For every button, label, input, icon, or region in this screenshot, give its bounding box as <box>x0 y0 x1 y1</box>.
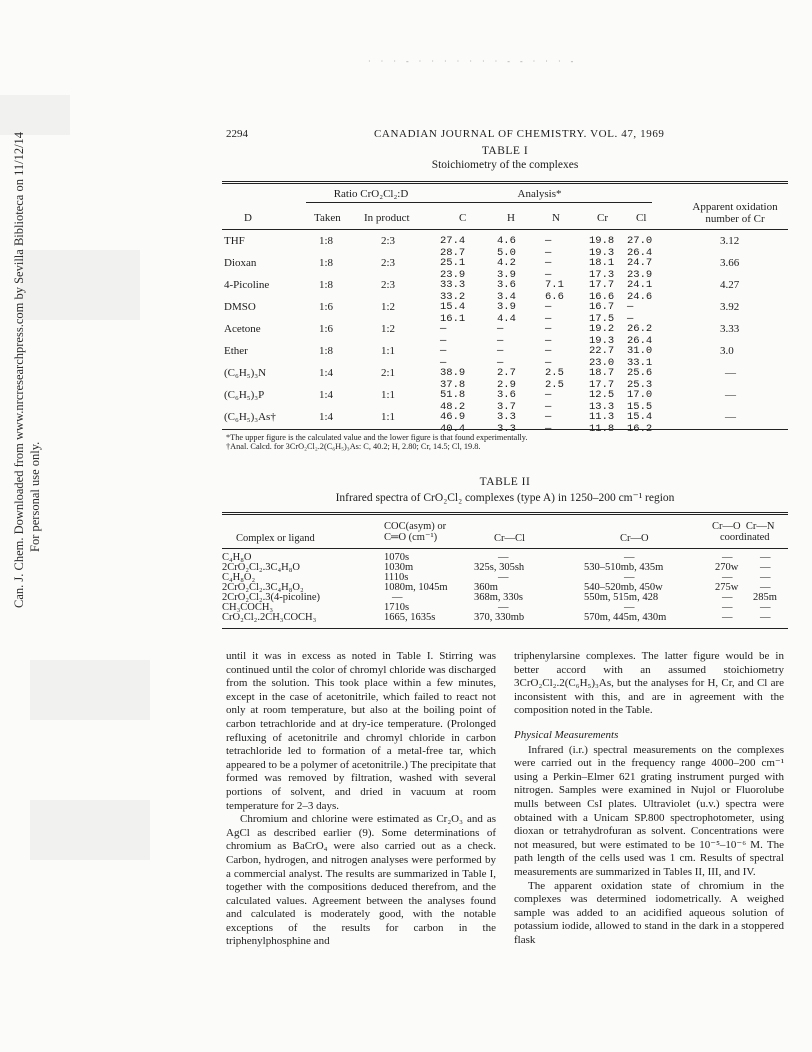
table1-cell-c-calc: 25.1 <box>440 257 466 269</box>
table1-cell-d: Dioxan <box>224 257 257 269</box>
table2-cell-crcl: 360m <box>474 582 498 593</box>
table1-cell-cl-calc: 25.6 <box>627 367 653 379</box>
table1-top-rule <box>222 181 788 184</box>
table2-body <box>222 553 788 625</box>
table1-cell-c-calc: — <box>440 345 447 357</box>
body-paragraph: The apparent oxidation state of chromium in the complexes was determined iodometrically. A weighed sample was added to an acidified aqueous solution of potassium iodide, allowed to stand in the dark in a stoppered flask <box>514 879 784 946</box>
table1-cell-c-calc: 27.4 <box>440 235 466 247</box>
table1-cell-n-calc: — <box>545 389 552 401</box>
table2-col-coc-line2: C═O (cm⁻¹) <box>384 532 438 543</box>
table2-cell-cro: — <box>624 552 635 563</box>
section-heading: Physical Measurements <box>514 728 619 741</box>
table1-cell-c-found: 16.1 <box>440 313 466 325</box>
watermark-line-1: Can. J. Chem. Downloaded from www.nrcresearchpress.com by Sevilla Biblioteca on 11/12/14 <box>12 131 26 608</box>
table1-cell-cl-found: 26.4 <box>627 247 653 259</box>
scan-smudge <box>0 95 70 135</box>
table1-cell-n-found: 2.5 <box>545 379 564 391</box>
table1-body <box>222 235 788 435</box>
table1-cell-cr-found: 17.3 <box>589 269 615 281</box>
body-paragraph: triphenylarsine complexes. The latter figure would be in better accord with an assumed stoichiometry 3CrO₂Cl₂.2(C₆H₅)₃As, but the analyses for H, Cr, and Cl are inconsistent with this, and are in agreement with the composition noted in the Table. <box>514 650 784 717</box>
table2-col-coord-line2: coordinated <box>720 532 770 543</box>
table1-cell-ox: 3.12 <box>720 235 740 247</box>
table2-caption <box>222 476 788 504</box>
table1-cell-n-found: — <box>545 335 552 347</box>
table1-cell-d: Acetone <box>224 323 261 335</box>
table1-cell-c-found: 48.2 <box>440 401 466 413</box>
table1-cell-product: 2:3 <box>381 279 396 291</box>
table1-cell-cr-found: 19.3 <box>589 335 615 347</box>
table2-cell-cr-o: — <box>722 572 733 583</box>
table1-cell-cr-calc: 18.7 <box>589 367 615 379</box>
table1-cell-c-calc: 38.9 <box>440 367 466 379</box>
table1-cell-taken: 1:4 <box>319 367 334 379</box>
table1-cell-product: 2:3 <box>381 235 396 247</box>
page-number: 2294 <box>226 128 248 140</box>
table2-col-complex: Complex or ligand <box>236 533 315 544</box>
table1-cell-c-found: 33.2 <box>440 291 466 303</box>
table1-cell-taken: 1:4 <box>319 411 334 423</box>
table2-bottom-rule <box>222 628 788 629</box>
table1-cell-taken: 1:8 <box>319 257 334 269</box>
table2-cell-name: 2CrO₂Cl₂.3C₄H₈O₂ <box>222 582 304 593</box>
table1-cell-c-found: 23.9 <box>440 269 466 281</box>
table1-cell-h-found: 3.9 <box>497 269 516 281</box>
table2-cell-cr-n: — <box>760 562 771 573</box>
table1-group-analysis: Analysis* <box>517 188 562 200</box>
table1-cell-taken: 1:8 <box>319 235 334 247</box>
table1-cell-ox: — <box>725 367 736 379</box>
table1-cell-d: THF <box>224 235 245 247</box>
table2-header-rule <box>222 548 788 549</box>
table1-cell-n-calc: — <box>545 345 552 357</box>
table1-cell-ox: 3.33 <box>720 323 740 335</box>
table2-cell-cr-n: 285m <box>753 592 777 603</box>
table1-cell-taken: 1:8 <box>319 279 334 291</box>
table1-col-cl: Cl <box>636 212 647 224</box>
table2-cell-cr-o: — <box>722 592 733 603</box>
table1-label: TABLE I <box>481 145 529 157</box>
table1-cell-d: 4-Picoline <box>224 279 270 291</box>
table1-col-taken: Taken <box>314 212 341 224</box>
table1-cell-n-calc: — <box>545 323 552 335</box>
table1-cell-product: 1:1 <box>381 411 396 423</box>
table1-cell-cr-found: 16.6 <box>589 291 615 303</box>
table1-cell-cr-calc: 17.7 <box>589 279 615 291</box>
table2-cell-name: CrO₂Cl₂.2CH₃COCH₃ <box>222 612 317 623</box>
table1-cell-ox: — <box>725 389 736 401</box>
table1-cell-d: DMSO <box>224 301 256 313</box>
table1-group-analysis-rule <box>434 202 652 203</box>
table1-cell-c-found: 37.8 <box>440 379 466 391</box>
table1-cell-cl-calc: 26.2 <box>627 323 653 335</box>
table2-cell-crcl: — <box>498 572 509 583</box>
table1-cell-c-found: 40.4 <box>440 423 466 435</box>
table2-cell-cro: 550m, 515m, 428 <box>584 592 659 603</box>
table1-cell-h-calc: — <box>497 345 504 357</box>
table1-cell-cr-found: 17.5 <box>589 313 615 325</box>
table1-col-oxidation-line1: Apparent oxidation <box>692 201 778 213</box>
table2-cell-cr-o: — <box>722 552 733 563</box>
table1-cell-cl-calc: — <box>627 301 634 313</box>
table1-cell-n-found: — <box>545 247 552 259</box>
table1-cell-taken: 1:6 <box>319 301 334 313</box>
body-paragraph: Chromium and chlorine were estimated as Cr₂O₃ and as AgCl as described earlier (9). Some determinations of chromium as BaCrO₄ were also carried out as a check. Carbon, hydrogen, and nitrogen analyses were performed by a commercial analyst. The results are summarized in Table I, together with the compositions deduced therefrom, and the calculated values. Agreement between the analyses found and calculated is moderately good, with the notable exceptions of the results for carbon in the triphenylphosphine and <box>226 813 496 948</box>
table2-label: TABLE II <box>479 476 531 488</box>
table2-cell-cr-n: — <box>760 582 771 593</box>
table1-cell-product: 2:3 <box>381 257 396 269</box>
table2-cell-cro: 530–510mb, 435m <box>584 562 664 573</box>
table1-cell-n-calc: — <box>545 257 552 269</box>
table1-cell-taken: 1:6 <box>319 323 334 335</box>
table1-cell-n-found: — <box>545 313 552 325</box>
table1-cell-n-calc: 7.1 <box>545 279 564 291</box>
table1-header-rule <box>222 229 788 230</box>
table2-cell-coc: 1710s <box>384 602 410 613</box>
table1-cell-product: 1:1 <box>381 389 396 401</box>
table1-cell-cl-calc: 24.7 <box>627 257 653 269</box>
table2-cell-name: CH₃COCH₃ <box>222 602 274 613</box>
table1-cell-cr-calc: 11.3 <box>589 411 615 423</box>
body-paragraph: Infrared (i.r.) spectral measurements on the complexes were carried out in the frequency range 4000–200 cm⁻¹ using a Perkin–Elmer 621 grating instrument purged with nitrogen. Samples were examined in Nujol or Fluorolube mulls between CsI plates. Ultraviolet (u.v.) spectra were obtained with a Unicam SP.800 spectrophotometer, using dioxan or tetrahydrofuran as solvent. Concentrations were not measured, but were estimated to be 10⁻⁵–10⁻⁶ M. The path length of the cells used was 1 cm. Results of spectral measurements are summarized in Tables II, III, and IV. <box>514 743 784 878</box>
table1-cell-ox: — <box>725 411 736 423</box>
table2-col-crcl: Cr—Cl <box>494 533 525 544</box>
table1-col-n: N <box>552 212 560 224</box>
table1-cell-cl-found: 33.1 <box>627 357 653 369</box>
table1-group-ratio: Ratio CrO₂Cl₂:D <box>333 188 409 200</box>
table1-cell-h-found: 3.3 <box>497 423 516 435</box>
table1-col-c: C <box>459 212 467 224</box>
body-paragraph: until it was in excess as noted in Table I. Stirring was continued until the color of chromyl chloride was discharged from the solution. This took place within a few minutes, except in the case of acetonitrile, which failed to react not only at room temperature, but also at the boiling point of carbon tetrachloride and at dry-ice temperature. (Prolonged refluxing of acetonitrile and chromyl chloride in carbon tetrachloride led to formation of a metal-free tar, which appeared to be a polymer of acetonitrile.) The precipitate that formed was removed by filtration, washed with several portions of solvent, and dried in vacuum at room temperature for 2–3 days. <box>226 650 496 812</box>
scan-smudge <box>30 660 150 720</box>
table2-cell-cro: — <box>624 602 635 613</box>
scan-smudge <box>30 800 150 860</box>
table1-cell-h-calc: 3.6 <box>497 389 516 401</box>
table1-col-h: H <box>507 212 515 224</box>
table1-cell-h-found: 5.0 <box>497 247 516 259</box>
table-row <box>222 613 788 623</box>
table1-cell-c-calc: 33.3 <box>440 279 466 291</box>
table1-cell-cr-calc: 19.8 <box>589 235 615 247</box>
table1-cell-cr-calc: 22.7 <box>589 345 615 357</box>
table1-cell-ox: 3.66 <box>720 257 740 269</box>
table2-cell-cr-n: — <box>760 552 771 563</box>
table2-cell-name: 2CrO₂Cl₂.3(4-picoline) <box>222 592 321 603</box>
table-row <box>222 573 788 583</box>
table1-cell-cl-found: 25.3 <box>627 379 653 391</box>
table2-cell-coc: — <box>392 592 403 603</box>
table1-cell-n-found: — <box>545 401 552 413</box>
table1-cell-c-found: — <box>440 335 447 347</box>
download-watermark <box>6 131 46 800</box>
table1-footnote-2: †Anal. Calcd. for 3CrO₂Cl₂.2(C₆H₅)₃As: C, 40.2; H, 2.80; Cr, 14.5; Cl, 19.8. <box>226 442 481 451</box>
table1-cell-taken: 1:8 <box>319 345 334 357</box>
table1-cell-c-calc: 15.4 <box>440 301 466 313</box>
table1-header <box>222 188 788 232</box>
table2-cell-cro: 540–520mb, 450w <box>584 582 663 593</box>
table1-cell-n-calc: — <box>545 301 552 313</box>
table1-group-ratio-rule <box>306 202 436 203</box>
table2-cell-coc: 1080m, 1045m <box>384 582 448 593</box>
table1-cell-cr-found: 13.3 <box>589 401 615 413</box>
table1-cell-cr-calc: 18.1 <box>589 257 615 269</box>
table1-cell-h-calc: 3.6 <box>497 279 516 291</box>
table1-cell-cl-calc: 15.4 <box>627 411 653 423</box>
table1-cell-h-found: 4.4 <box>497 313 516 325</box>
table1-cell-n-calc: — <box>545 411 552 423</box>
table1-cell-h-calc: — <box>497 323 504 335</box>
table2-col-coord-line1: Cr—O Cr—N <box>712 521 775 532</box>
table1-cell-ox: 3.0 <box>720 345 734 357</box>
table1-cell-n-found: — <box>545 423 552 435</box>
table2-cell-cro: 570m, 445m, 430m <box>584 612 667 623</box>
table1-cell-cr-calc: 16.7 <box>589 301 615 313</box>
table1-cell-cl-calc: 27.0 <box>627 235 653 247</box>
table2-cell-crcl: — <box>498 552 509 563</box>
table2-cell-name: C₄H₈O <box>222 552 252 563</box>
table1-cell-cl-found: — <box>627 313 634 325</box>
table1-col-oxidation-line2: number of Cr <box>705 213 765 225</box>
table2-cell-coc: 1665, 1635s <box>384 612 436 623</box>
journal-title: CANADIAN JOURNAL OF CHEMISTRY. VOL. 47, 1969 <box>374 128 665 140</box>
table2-title: Infrared spectra of CrO₂Cl₂ complexes (type A) in 1250–200 cm⁻¹ region <box>335 492 675 504</box>
table2-cell-crcl: 368m, 330s <box>474 592 524 603</box>
table2-cell-cr-n: — <box>760 602 771 613</box>
table1-cell-h-calc: 4.2 <box>497 257 516 269</box>
table2-cell-cr-o: 270w <box>715 562 739 573</box>
table1-cell-h-found: 3.4 <box>497 291 516 303</box>
table1-caption <box>222 145 788 171</box>
table1-cell-h-found: — <box>497 335 504 347</box>
table2-cell-name: C₄H₈O₂ <box>222 572 256 583</box>
table1-cell-cr-calc: 19.2 <box>589 323 615 335</box>
table1-cell-ox: 4.27 <box>720 279 740 291</box>
table1-cell-cr-found: 11.8 <box>589 423 615 435</box>
table1-bottom-rule <box>222 429 788 430</box>
table2-col-cro: Cr—O <box>620 533 649 544</box>
table1-cell-c-found: 28.7 <box>440 247 466 259</box>
table2-cell-cr-o: — <box>722 612 733 623</box>
table1-col-in-product: In product <box>364 212 410 224</box>
table1-cell-product: 1:2 <box>381 323 396 335</box>
scan-noise: · · · - · · · · · · · - - · · · - <box>368 57 578 66</box>
table1-cell-product: 1:1 <box>381 345 396 357</box>
table2-cell-cr-n: — <box>760 572 771 583</box>
table2-cell-cro: — <box>624 572 635 583</box>
table2-cell-crcl: 370, 330mb <box>474 612 525 623</box>
table1-cell-h-found: — <box>497 357 504 369</box>
table1-cell-cl-found: 26.4 <box>627 335 653 347</box>
table1-cell-c-found: — <box>440 357 447 369</box>
table2-top-rule <box>222 512 788 515</box>
table1-cell-n-found: 6.6 <box>545 291 564 303</box>
table2-cell-cr-o: — <box>722 602 733 613</box>
table1-cell-c-calc: — <box>440 323 447 335</box>
table1-cell-taken: 1:4 <box>319 389 334 401</box>
body-column-right <box>514 650 784 947</box>
table1-cell-cl-found: 23.9 <box>627 269 653 281</box>
table1-cell-h-calc: 4.6 <box>497 235 516 247</box>
table1-cell-cl-calc: 24.1 <box>627 279 653 291</box>
table2-cell-crcl: 325s, 305sh <box>474 562 525 573</box>
table2-cell-cr-n: — <box>760 612 771 623</box>
table1-cell-n-found: — <box>545 269 552 281</box>
table1-cell-h-calc: 3.3 <box>497 411 516 423</box>
table1-cell-n-calc: — <box>545 235 552 247</box>
table1-title: Stoichiometry of the complexes <box>431 159 579 171</box>
watermark-line-2: For personal use only. <box>28 441 42 552</box>
table1-cell-cr-found: 19.3 <box>589 247 615 259</box>
table1-cell-product: 1:2 <box>381 301 396 313</box>
table1-cell-cl-calc: 31.0 <box>627 345 653 357</box>
table1-cell-c-calc: 51.8 <box>440 389 466 401</box>
table1-cell-h-found: 3.7 <box>497 401 516 413</box>
table1-cell-c-calc: 46.9 <box>440 411 466 423</box>
table1-cell-h-found: 2.9 <box>497 379 516 391</box>
table1-col-cr: Cr <box>597 212 608 224</box>
table1-cell-h-calc: 2.7 <box>497 367 516 379</box>
table1-col-d: D <box>244 212 252 224</box>
table1-cell-h-calc: 3.9 <box>497 301 516 313</box>
table2-cell-name: 2CrO₂Cl₂.3C₄H₈O <box>222 562 300 573</box>
table1-cell-ox: 3.92 <box>720 301 740 313</box>
table2-cell-coc: 1030m <box>384 562 414 573</box>
table1-cell-cr-found: 17.7 <box>589 379 615 391</box>
table1-footnote-1: *The upper figure is the calculated value and the lower figure is that found experimentally. <box>226 433 528 442</box>
body-column-left <box>226 650 496 949</box>
table2-cell-crcl: — <box>498 602 509 613</box>
table1-cell-cr-found: 23.0 <box>589 357 615 369</box>
table2-cell-coc: 1110s <box>384 572 409 583</box>
table2-col-coc-line1: COC(asym) or <box>384 521 447 532</box>
table1-cell-product: 2:1 <box>381 367 396 379</box>
table1-cell-cl-found: 24.6 <box>627 291 653 303</box>
table1-col-oxidation <box>682 201 788 225</box>
table2-cell-cr-o: 275w <box>715 582 739 593</box>
table1-cell-d: (C₆H₅)₃P <box>224 389 265 401</box>
table1-cell-d: Ether <box>224 345 248 357</box>
table1-cell-cl-found: 16.2 <box>627 423 653 435</box>
table1-cell-cl-found: 15.5 <box>627 401 653 413</box>
table1-cell-cr-calc: 12.5 <box>589 389 615 401</box>
table2-header <box>222 518 788 550</box>
table2-cell-coc: 1070s <box>384 552 410 563</box>
table1-cell-d: (C₆H₅)₃N <box>224 367 267 379</box>
table1-cell-cl-calc: 17.0 <box>627 389 653 401</box>
table1-cell-n-calc: 2.5 <box>545 367 564 379</box>
table1-cell-d: (C₆H₅)₃As† <box>224 411 276 423</box>
table1-cell-n-found: — <box>545 357 552 369</box>
